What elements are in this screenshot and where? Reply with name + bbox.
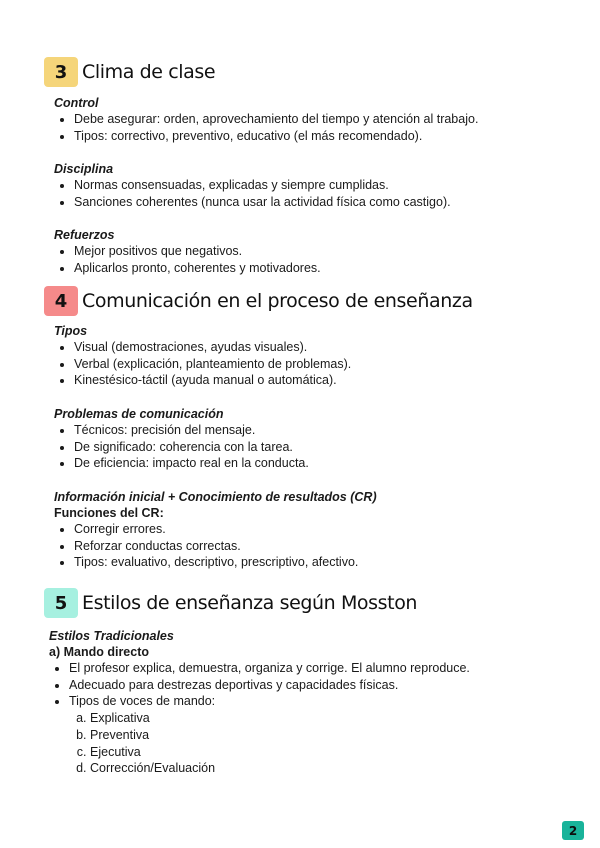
list-item: • Debe asegurar: orden, aprovechamiento del tiempo y atención al trabajo. — [74, 111, 574, 128]
section-5-number: 5 — [44, 588, 78, 618]
section-4-title: Comunicación en el proceso de enseñanza — [82, 290, 473, 312]
list-item: • Tipos de voces de mando: — [69, 693, 569, 710]
sub-list-item: a. Explicativa — [90, 710, 569, 727]
group-title: Tipos — [54, 324, 88, 338]
bullet-list — [54, 177, 574, 210]
section-3-heading — [44, 55, 215, 89]
list-item: • Normas consensuadas, explicadas y siempre cumplidas. — [74, 177, 574, 194]
bullet-list — [54, 422, 574, 472]
section-4-number: 4 — [44, 286, 78, 316]
group-subtitle: a) Mando directo — [49, 645, 150, 659]
list-item: • Corregir errores. — [74, 521, 574, 538]
refuerzos-group — [54, 227, 574, 276]
disciplina-group — [54, 161, 574, 210]
problemas-group — [54, 406, 574, 472]
sub-list-item: d. Corrección/Evaluación — [90, 760, 569, 777]
list-item: • Reforzar conductas correctas. — [74, 538, 574, 555]
section-5-title: Estilos de enseñanza según Mosston — [82, 592, 418, 614]
bullet-list — [54, 339, 574, 389]
sub-list-item: b. Preventiva — [90, 727, 569, 744]
list-item: • Verbal (explicación, planteamiento de problemas). — [74, 356, 574, 373]
list-item: • El profesor explica, demuestra, organiza y corrige. El alumno reproduce. — [69, 660, 569, 677]
control-group — [54, 95, 574, 144]
group-title: Problemas de comunicación — [54, 407, 224, 421]
bullet-list — [54, 243, 574, 276]
list-item: • De eficiencia: impacto real en la conducta. — [74, 455, 574, 472]
list-item: • Tipos: evaluativo, descriptivo, prescriptivo, afectivo. — [74, 554, 574, 571]
section-4-heading — [44, 284, 473, 318]
section-3-number: 3 — [44, 57, 78, 87]
section-3-title: Clima de clase — [82, 61, 216, 83]
bullet-list — [49, 660, 569, 710]
group-title: Información inicial + Conocimiento de resultados (CR) — [54, 490, 377, 504]
estilos-group — [49, 628, 569, 777]
group-title: Refuerzos — [54, 228, 115, 242]
group-title: Estilos Tradicionales — [49, 629, 174, 643]
sub-list — [49, 710, 569, 777]
sub-list-item: c. Ejecutiva — [90, 744, 569, 761]
list-item: • Técnicos: precisión del mensaje. — [74, 422, 574, 439]
list-item: • Kinestésico-táctil (ayuda manual o automática). — [74, 372, 574, 389]
list-item: • De significado: coherencia con la tarea. — [74, 439, 574, 456]
list-item: • Tipos: correctivo, preventivo, educativo (el más recomendado). — [74, 128, 574, 145]
bullet-list — [54, 521, 574, 571]
list-item: • Sanciones coherentes (nunca usar la actividad física como castigo). — [74, 194, 574, 211]
bullet-list — [54, 111, 574, 144]
page-number-badge: 2 — [562, 821, 584, 840]
list-item: • Adecuado para destrezas deportivas y capacidades físicas. — [69, 677, 569, 694]
group-subtitle: Funciones del CR: — [54, 506, 164, 520]
group-title: Control — [54, 96, 99, 110]
list-item: • Aplicarlos pronto, coherentes y motivadores. — [74, 260, 574, 277]
list-item: • Mejor positivos que negativos. — [74, 243, 574, 260]
section-5-heading — [44, 586, 417, 620]
group-title: Disciplina — [54, 162, 114, 176]
tipos-group — [54, 323, 574, 389]
list-item: • Visual (demostraciones, ayudas visuales). — [74, 339, 574, 356]
cr-group — [54, 489, 574, 571]
